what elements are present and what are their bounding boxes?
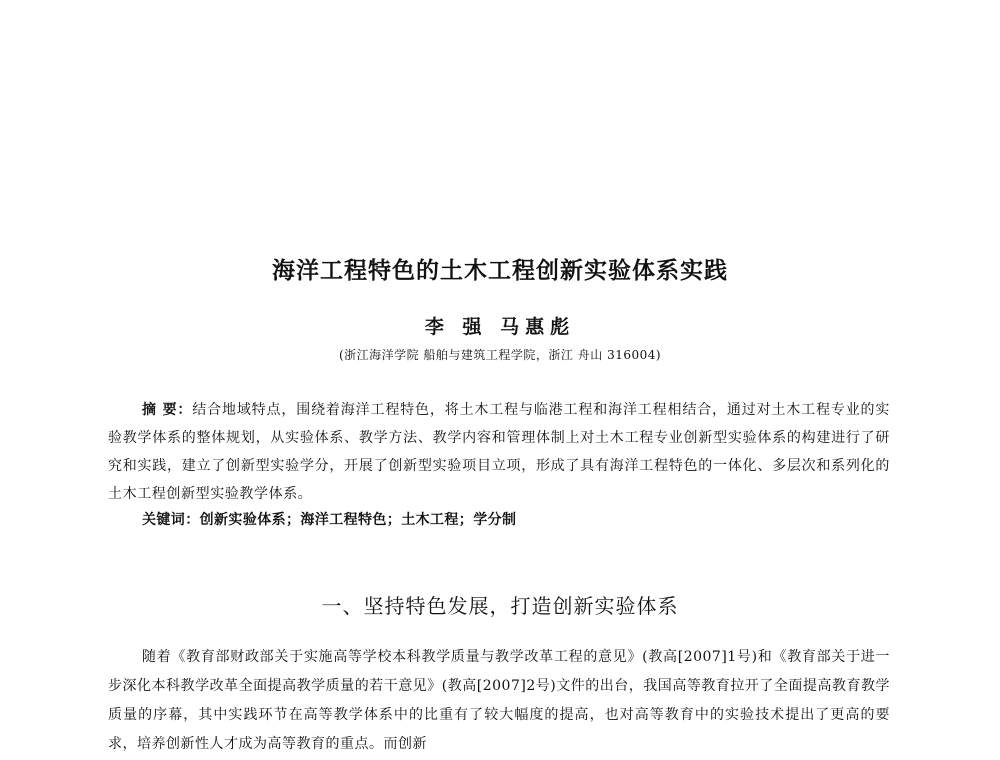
keywords-label: 关键词： <box>142 512 200 528</box>
abstract-paragraph <box>108 396 890 508</box>
paper-authors: 李 强 马惠彪 <box>424 316 576 338</box>
abstract-text: 结合地域特点，围绕着海洋工程特色，将土木工程与临港工程和海洋工程相结合，通过对土木工程专业的实验教学体系的整体规划，从实验体系、教学方法、教学内容和管理体制上对土木工程专业创新型实验体系的构建进行了研究和实践，建立了创新型实验学分，开展了创新型实验项目立项，形成了具有海洋工程特色的一体化、多层次和系列化的土木工程创新型实验教学体系。 <box>108 402 890 502</box>
paper-title: 海洋工程特色的土木工程创新实验体系实践 <box>272 258 728 284</box>
keywords-line <box>142 508 890 532</box>
section-heading: 一、坚持特色发展，打造创新实验体系 <box>321 594 679 618</box>
author-affiliation: (浙江海洋学院 船舶与建筑工程学院，浙江 舟山 316004) <box>338 348 662 362</box>
body-paragraph: 随着《教育部财政部关于实施高等学校本科教学质量与教学改革工程的意见》(教高[2007]1号)和《教育部关于进一步深化本科教学改革全面提高教学质量的若干意见》(教高[2007]2号)文件的出台，我国高等教育拉开了全面提高教育教学质量的序幕，其中实践环节在高等教学体系中的比重有了较大幅度的提高，也对高等教育中的实验技术提出了更高的要求，培养创新性人才成为高等教育的重点。而创新 <box>108 649 890 752</box>
keywords-text: 创新实验体系；海洋工程特色；土木工程；学分制 <box>199 512 517 528</box>
abstract-label: 摘 要： <box>142 402 193 418</box>
